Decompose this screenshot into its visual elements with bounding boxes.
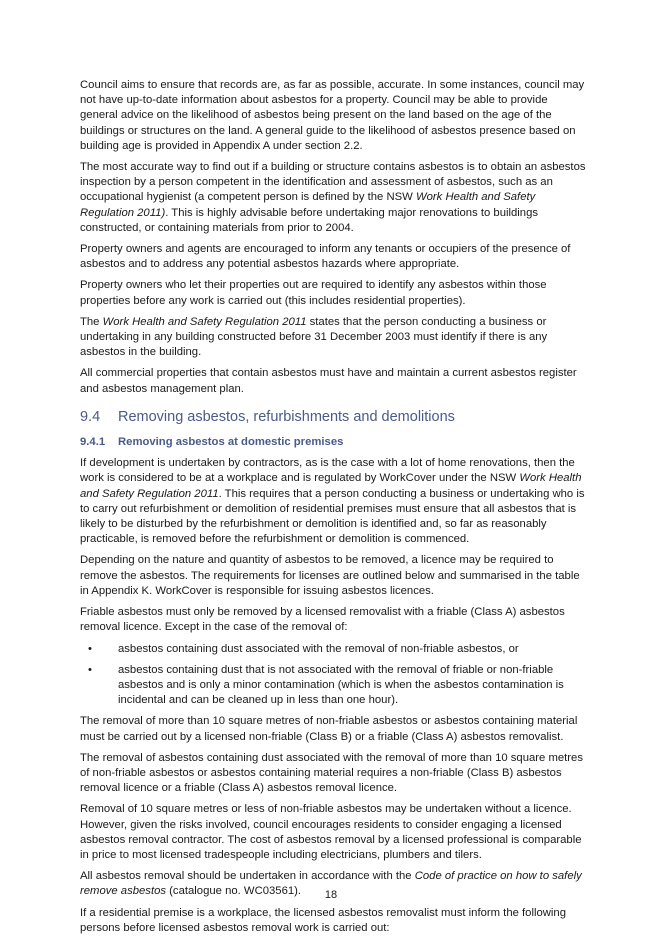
paragraph-commercial: All commercial properties that contain asbestos must have and maintain a current asbestos register and asbestos management plan. <box>80 367 577 395</box>
paragraph-workplace: If a residential premise is a workplace, the licensed asbestos removalist must inform the following persons before licensed asbestos removal work is carried out: <box>80 906 566 934</box>
bullet-icon: • <box>88 642 92 655</box>
subsection-title: Removing asbestos at domestic premises <box>118 436 344 449</box>
paragraph-identify-asbestos: Property owners who let their properties out are required to identify any asbestos within those properties before any work is carried out (this includes residential properties). <box>80 279 547 307</box>
section-heading <box>80 410 586 425</box>
paragraph-licence: Depending on the nature and quantity of asbestos to be removed, a licence may be required to remove the asbestos. The requirements for licenses are outlined below and summarised in the table in Appendix K. WorkCover is responsible for issuing asbestos licences. <box>80 554 580 597</box>
paragraph-small-removal: Removal of 10 square metres or less of non-friable asbestos may be undertaken without a licence. However, given the risks involved, council encourages residents to consider engaging a licensed asbestos removal contractor. The cost of asbestos removal by a licensed professional is comparable in price to most licensed tradespeople including electricians, plumbers and tilers. <box>80 803 582 861</box>
list-item: • asbestos containing dust associated with the removal of non-friable asbestos, or <box>80 642 586 657</box>
document-page <box>80 78 586 942</box>
paragraph-inform-tenants: Property owners and agents are encouraged to inform any tenants or occupiers of the presence of asbestos and to address any potential asbestos hazards where appropriate. <box>80 243 571 271</box>
section-number: 9.4 <box>80 408 101 425</box>
paragraph-inspection: The most accurate way to find out if a building or structure contains asbestos is to obtain an asbestos inspection by a person competent in the identification and assessment of asbestos, such as an occupational hygienist (a competent person is defined by the NSW Work Health and Safety Regulation 2011). This is highly advisable before undertaking major renovations to buildings constructed, or containing materials from prior to 2004. <box>80 161 586 234</box>
paragraph-friable: Friable asbestos must only be removed by a licensed removalist with a friable (Class A) asbestos removal licence. Except in the case of the removal of: <box>80 606 565 634</box>
list-item: • asbestos containing dust that is not associated with the removal of friable or non-friable asbestos and is only a minor contamination (which is when the asbestos contamination is incidental and can be cleaned up in less than one hour). <box>80 663 586 709</box>
subsection-heading <box>80 435 586 450</box>
paragraph-records-accuracy: Council aims to ensure that records are, as far as possible, accurate. In some instances, council may not have up-to-date information about asbestos for a property. Council may be able to provide general advice on the likelihood of asbestos being present on the land based on the age of the buildings or structures on the land. A general guide to the likelihood of asbestos presence based on building age is provided in Appendix A under section 2.2. <box>80 79 585 152</box>
paragraph-regulation: The Work Health and Safety Regulation 2011 states that the person conducting a business or undertaking in any building constructed before 31 December 2003 must identify if there is any asbestos in the building. <box>80 315 548 359</box>
paragraph-non-friable-removal: The removal of more than 10 square metres of non-friable asbestos or asbestos containing material must be carried out by a licensed non-friable (Class B) or a friable (Class A) asbestos removalist. <box>80 715 578 743</box>
paragraph-dust-removal: The removal of asbestos containing dust associated with the removal of more than 10 square metres of non-friable asbestos or asbestos containing material requires a non-friable (Class B) asbestos removal licence or a friable (Class A) asbestos removal licence. <box>80 751 583 795</box>
exceptions-list <box>80 642 586 709</box>
page-number: 18 <box>324 889 338 901</box>
bullet-icon: • <box>88 663 92 676</box>
paragraph-code-of-practice: All asbestos removal should be undertaken in accordance with the Code of practice on how to safely remove asbestos (catalogue no. WC03561). <box>80 870 582 898</box>
subsection-number: 9.4.1 <box>80 436 106 449</box>
paragraph-contractors: If development is undertaken by contractors, as is the case with a lot of home renovations, then the work is considered to be at a workplace and is regulated by WorkCover under the NSW Work Health and Safety Regulation 2011. This requires that a person conducting a business or undertaking who is to carry out refurbishment or demolition of residential premises must ensure that all asbestos that is likely to be disturbed by the refurbishment or demolition is identified and, so far as reasonably practicable, is removed before the refurbishment or demolition is commenced. <box>80 457 585 546</box>
section-title: Removing asbestos, refurbishments and demolitions <box>118 408 455 425</box>
